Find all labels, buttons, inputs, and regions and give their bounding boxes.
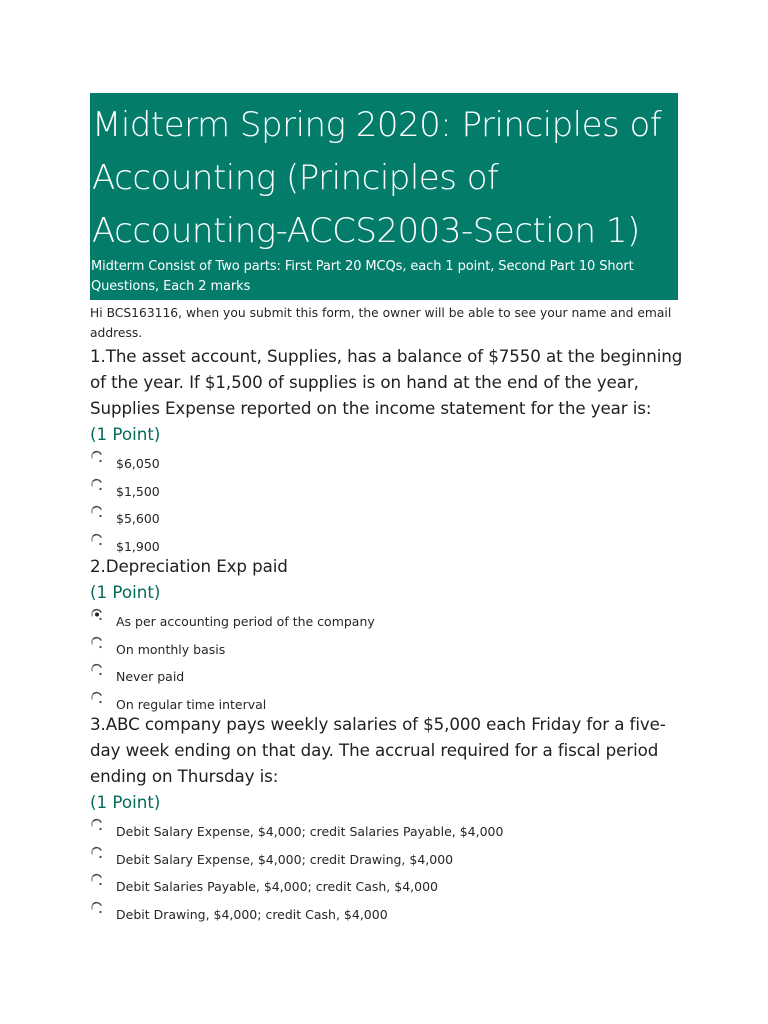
- question-1: [90, 343, 690, 561]
- radio-unselected-icon[interactable]: [90, 662, 104, 676]
- option-label: On monthly basis: [116, 641, 226, 657]
- option-radio[interactable]: [90, 506, 690, 534]
- radio-unselected-icon[interactable]: [90, 504, 104, 518]
- option-radio[interactable]: [90, 637, 690, 665]
- option-label: $6,050: [116, 456, 160, 471]
- option-label: Debit Salary Expense, $4,000; credit Salaries Payable, $4,000: [116, 824, 504, 839]
- radio-unselected-icon[interactable]: [90, 900, 104, 914]
- radio-unselected-icon[interactable]: [90, 690, 104, 704]
- option-label: Debit Salaries Payable, $4,000; credit Cash, $4,000: [116, 879, 438, 895]
- option-label: $1,500: [116, 483, 160, 499]
- radio-unselected-icon[interactable]: [90, 872, 104, 886]
- option-radio[interactable]: [90, 874, 690, 902]
- options-list: [90, 819, 690, 929]
- radio-unselected-icon[interactable]: [90, 477, 104, 491]
- option-label: On regular time interval: [116, 696, 267, 712]
- option-radio[interactable]: [90, 451, 690, 479]
- option-label: As per accounting period of the company: [116, 614, 375, 629]
- question-points: (1 Point): [90, 582, 161, 602]
- question-points: (1 Point): [90, 424, 161, 444]
- option-label: $1,900: [116, 538, 160, 554]
- option-label: Debit Drawing, $4,000; credit Cash, $4,000: [116, 906, 388, 922]
- option-radio[interactable]: [90, 609, 690, 637]
- option-radio[interactable]: [90, 902, 690, 930]
- question-text: 2.Depreciation Exp paid: [90, 556, 288, 576]
- radio-unselected-icon[interactable]: [90, 817, 104, 831]
- question-points: (1 Point): [90, 792, 161, 812]
- option-label: Debit Salary Expense, $4,000; credit Drawing, $4,000: [116, 851, 454, 867]
- radio-unselected-icon[interactable]: [90, 532, 104, 546]
- privacy-notice: Hi BCS163116, when you submit this form, the owner will be able to see your name and email address.: [90, 306, 672, 340]
- options-list: [90, 451, 690, 561]
- question-3: [90, 711, 690, 929]
- options-list: [90, 609, 690, 719]
- form-subtitle: Midterm Consist of Two parts: First Part 20 MCQs, each 1 point, Second Part 10 Short Questions, Each 2 marks: [91, 259, 634, 294]
- option-radio[interactable]: [90, 819, 690, 847]
- form-header: [90, 93, 678, 300]
- option-radio[interactable]: [90, 847, 690, 875]
- radio-unselected-icon[interactable]: [90, 845, 104, 859]
- radio-unselected-icon[interactable]: [90, 635, 104, 649]
- question-text: 3.ABC company pays weekly salaries of $5,000 each Friday for a five-day week ending on that day. The accrual required for a fiscal period ending on Thursday is:: [90, 714, 666, 786]
- question-text: 1.The asset account, Supplies, has a balance of $7550 at the beginning of the year. If $1,500 of supplies is on hand at the end of the year, Supplies Expense reported on the income statement for the year is:: [90, 346, 683, 418]
- radio-selected-icon[interactable]: [90, 607, 104, 621]
- radio-unselected-icon[interactable]: [90, 449, 104, 463]
- option-label: $5,600: [116, 511, 160, 527]
- option-radio[interactable]: [90, 664, 690, 692]
- option-label: Never paid: [116, 669, 185, 685]
- form-title: Midterm Spring 2020: Principles of Accounting (Principles of Accounting-ACCS2003-Section 1): [92, 105, 662, 251]
- question-2: [90, 553, 690, 719]
- option-radio[interactable]: [90, 479, 690, 507]
